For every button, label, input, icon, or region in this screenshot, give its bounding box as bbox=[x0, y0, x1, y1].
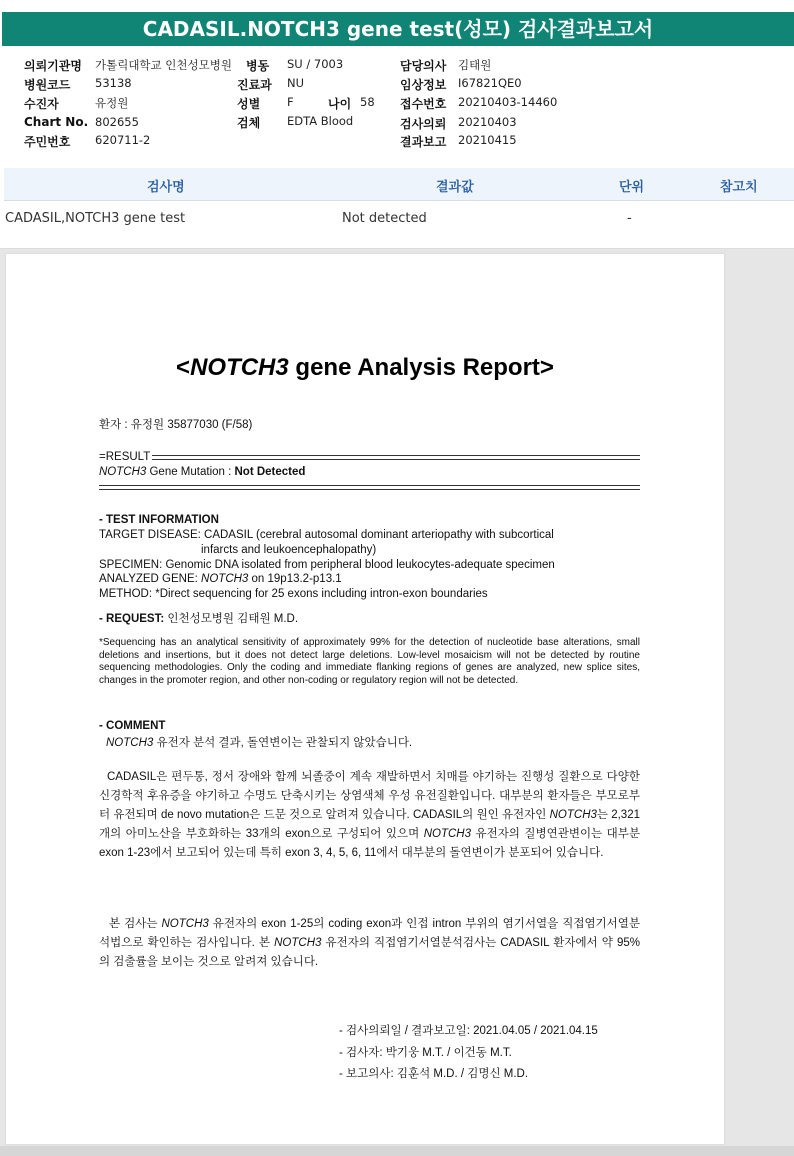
receipt-label: 접수번호 bbox=[400, 97, 447, 111]
col-reference[interactable]: 참고치 bbox=[720, 180, 758, 195]
specimen-info: SPECIMEN: Genomic DNA isolated from peripheral blood leukocytes-adequate specimen bbox=[99, 559, 555, 571]
result-grid bbox=[0, 166, 794, 249]
comment-heading: - COMMENT bbox=[99, 720, 166, 732]
divider bbox=[99, 485, 640, 490]
row-test-name: CADASIL,NOTCH3 gene test bbox=[5, 211, 186, 226]
ward-label: 병동 bbox=[246, 59, 270, 73]
target-disease-cont: infarcts and leukoencephalopathy) bbox=[201, 544, 377, 556]
sex-label: 성별 bbox=[237, 97, 261, 111]
comment-gene: NOTCH3 bbox=[106, 737, 154, 749]
patient-info-panel bbox=[0, 48, 794, 167]
clinical-label: 임상정보 bbox=[400, 78, 447, 92]
request-line bbox=[99, 612, 298, 626]
target-disease: TARGET DISEASE: CADASIL (cerebral autosomal dominant arteriopathy with subcortical bbox=[99, 529, 554, 541]
desc-part-1: CADASIL은 편두통, 정서 장애와 함께 뇌졸중이 계속 재발하면서 치매를 야기하는 진행성 질환으로 다양한 신경학적 후유증을 야기하고 수명도 단축시키는 상염색체 우성 유전질환입니다. 대부분의 환자들은 부모로부터 유전되며 de novo mutation은 드문 것으로 알려져 있습니다. CADASIL의 원인 유전자인 bbox=[99, 771, 640, 821]
doctor-value: 김태원 bbox=[458, 58, 492, 72]
patient-line: 환자 : 유정원 35877030 (F/58) bbox=[99, 419, 253, 431]
signature-technicians: - 검사자: 박기웅 M.T. / 이건동 M.T. bbox=[339, 1047, 512, 1059]
dept-label: 진료과 bbox=[237, 78, 272, 92]
disease-description bbox=[99, 768, 640, 863]
gene-name: NOTCH3 bbox=[201, 573, 249, 585]
report-document bbox=[6, 254, 724, 1144]
row-result: Not detected bbox=[342, 211, 427, 226]
document-title bbox=[6, 354, 724, 382]
col-result[interactable]: 결과값 bbox=[436, 180, 474, 195]
patient-value: 유정원 bbox=[95, 96, 129, 110]
analyzed-gene bbox=[99, 572, 342, 586]
ward-value: SU / 7003 bbox=[287, 57, 344, 71]
specimen-label: 검체 bbox=[237, 116, 261, 130]
request-label: 검사의뢰 bbox=[400, 117, 447, 131]
chart-value: 802655 bbox=[95, 115, 139, 129]
col-test-name[interactable]: 검사명 bbox=[147, 180, 185, 195]
mutation-gene: NOTCH3 bbox=[99, 466, 147, 478]
hospital-value: 가톨릭대학교 인천성모병원 bbox=[95, 58, 232, 72]
id-label: 주민번호 bbox=[24, 135, 71, 149]
footnote: *Sequencing has an analytical sensitivity of approximately 99% for the detection of nucleotide base alterations, small deletions and insertions, but it does not detect large deletions. Low-level mosaicism will not be detected by routine sequencing methodologies. Only the coding and immediate flanking regions of genes are analyzed, new splice sites, changes in the promoter region, and other non-coding or regulatory region will not be detected. bbox=[99, 637, 640, 686]
mutation-value: Not Detected bbox=[234, 466, 306, 478]
signature-dates: - 검사의뢰일 / 결과보고일: 2021.04.05 / 2021.04.15 bbox=[339, 1025, 598, 1037]
desc-gene-2: NOTCH3 bbox=[423, 828, 471, 840]
patient-label: 수진자 bbox=[24, 97, 59, 111]
test-part-1: 본 검사는 bbox=[109, 918, 162, 930]
gene-locus: on 19p13.2-p13.1 bbox=[248, 573, 342, 585]
clinical-value: I67821QE0 bbox=[458, 76, 522, 90]
signature-doctors: - 보고의사: 김훈석 M.D. / 김명신 M.D. bbox=[339, 1068, 529, 1080]
comment-line bbox=[106, 736, 412, 750]
test-part-3: 유전자의 직접염기서열분석검사는 CADASIL 환자에서 약 95%의 검출률을 보이는 것으로 알려져 있습니다. bbox=[99, 937, 640, 968]
title-rest: gene Analysis Report bbox=[288, 354, 540, 381]
request-value: 인천성모병원 김태원 M.D. bbox=[167, 613, 299, 625]
request-value: 20210403 bbox=[458, 115, 517, 129]
col-unit[interactable]: 단위 bbox=[619, 180, 645, 195]
report-title-bar: CADASIL.NOTCH3 gene test(성모) 검사결과보고서 bbox=[2, 12, 794, 46]
desc-part-3: 유전자의 질병연관변이는 대부분 exon 1-23에서 보고되어 있는데 특히 exon 3, 4, 5, 6, 11에서 대부분의 돌연변이가 분포되어 있습니다. bbox=[99, 828, 640, 859]
code-value: 53138 bbox=[95, 76, 132, 90]
test-info-heading: - TEST INFORMATION bbox=[99, 514, 219, 526]
divider bbox=[152, 455, 640, 460]
receipt-value: 20210403-14460 bbox=[458, 95, 558, 109]
test-description bbox=[99, 915, 640, 972]
hospital-label: 의뢰기관명 bbox=[24, 59, 82, 73]
report-date-label: 결과보고 bbox=[400, 135, 447, 149]
method-info: METHOD: *Direct sequencing for 25 exons including intron-exon boundaries bbox=[99, 588, 488, 600]
title-close: > bbox=[539, 354, 554, 381]
desc-gene-1: NOTCH3 bbox=[549, 809, 597, 821]
comment-text: 유전자 분석 결과, 돌연변이는 관찰되지 않았습니다. bbox=[153, 737, 413, 749]
doctor-label: 담당의사 bbox=[400, 59, 447, 73]
age-value: 58 bbox=[360, 95, 375, 109]
id-value: 620711-2 bbox=[95, 133, 151, 147]
mutation-line bbox=[99, 465, 305, 479]
dept-value: NU bbox=[287, 76, 305, 90]
test-gene-1: NOTCH3 bbox=[161, 918, 209, 930]
row-unit: - bbox=[627, 211, 632, 226]
test-part-2: 유전자의 exon 1-25의 coding exon과 인접 intron 부위의 염기서열을 직접염기서열분석법으로 확인하는 검사입니다. 본 bbox=[99, 918, 640, 949]
specimen-value: EDTA Blood bbox=[287, 114, 354, 128]
report-date-value: 20210415 bbox=[458, 133, 517, 147]
mutation-text: Gene Mutation : bbox=[146, 466, 235, 478]
result-label: =RESULT bbox=[99, 451, 151, 463]
code-label: 병원코드 bbox=[24, 78, 71, 92]
grid-header bbox=[4, 168, 794, 201]
age-label: 나이 bbox=[328, 97, 352, 111]
bottom-strip bbox=[0, 1146, 794, 1156]
test-gene-2: NOTCH3 bbox=[274, 937, 322, 949]
gene-label: ANALYZED GENE: bbox=[99, 573, 202, 585]
request-heading: - REQUEST: bbox=[99, 613, 165, 625]
title-gene: NOTCH3 bbox=[190, 354, 289, 381]
title-open: < bbox=[176, 354, 191, 381]
desc-part-2: 는 2,321개의 아미노산을 부호화하는 33개의 exon으로 구성되어 있으며 bbox=[99, 809, 640, 840]
chart-label: Chart No. bbox=[24, 115, 89, 129]
sex-value: F bbox=[287, 95, 294, 109]
